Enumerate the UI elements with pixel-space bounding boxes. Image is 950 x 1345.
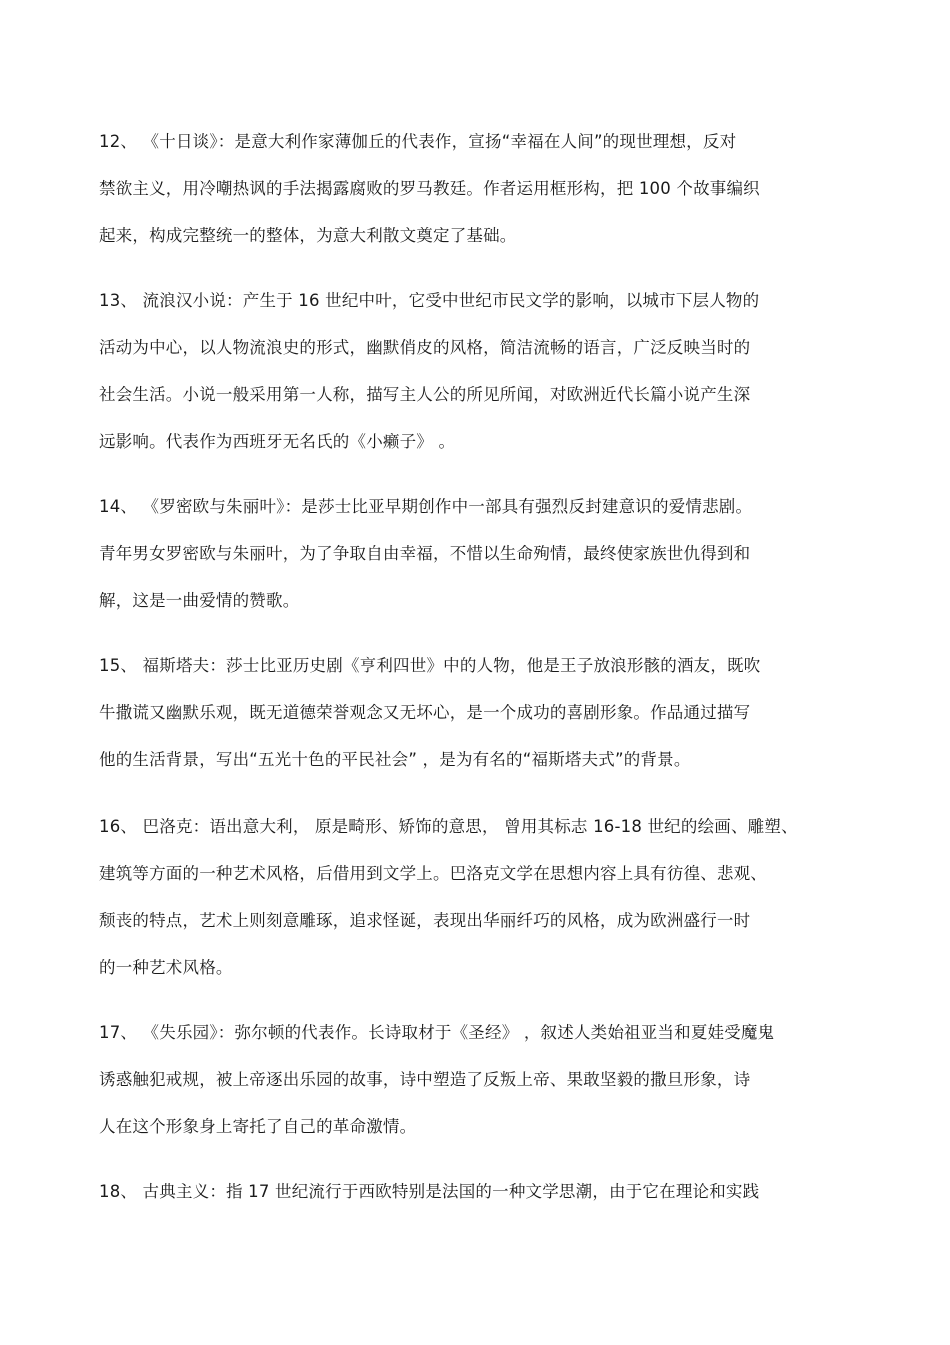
- paragraph-14-line-3: 解，这是一曲爱情的赞歌。: [99, 591, 300, 610]
- paragraph-15-line-3: 他的生活背景，写出“五光十色的平民社会” ，是为有名的“福斯塔夫式”的背景。: [99, 750, 691, 769]
- paragraph-12-line-3: 起来，构成完整统一的整体，为意大利散文奠定了基础。: [99, 226, 517, 245]
- paragraph-16-line-1: 16、 巴洛克：语出意大利， 原是畸形、矫饰的意思， 曾用其标志 16-18 世纪的绘画、雕塑、: [99, 817, 798, 836]
- paragraph-16-line-3: 颓丧的特点，艺术上则刻意雕琢，追求怪诞，表现出华丽纤巧的风格，成为欧洲盛行一时: [99, 911, 751, 930]
- paragraph-17-line-3: 人在这个形象身上寄托了自己的革命激情。: [99, 1117, 417, 1136]
- paragraph-16-line-2: 建筑等方面的一种艺术风格，后借用到文学上。巴洛克文学在思想内容上具有彷徨、悲观、: [99, 864, 767, 883]
- paragraph-15-line-1: 15、 福斯塔夫：莎士比亚历史剧《亨利四世》中的人物，他是王子放浪形骸的酒友，既吹: [99, 656, 761, 675]
- paragraph-14-line-2: 青年男女罗密欧与朱丽叶，为了争取自由幸福，不惜以生命殉情，最终使家族世仇得到和: [99, 544, 751, 563]
- paragraph-14-line-1: 14、 《罗密欧与朱丽叶》：是莎士比亚早期创作中一部具有强烈反封建意识的爱情悲剧。: [99, 497, 753, 516]
- paragraph-15-line-2: 牛撒谎又幽默乐观，既无道德荣誉观念又无坏心，是一个成功的喜剧形象。作品通过描写: [99, 703, 751, 722]
- paragraph-13-line-3: 社会生活。小说一般采用第一人称，描写主人公的所见所闻，对欧洲近代长篇小说产生深: [99, 385, 751, 404]
- paragraph-17-line-2: 诱惑触犯戒规，被上帝逐出乐园的故事，诗中塑造了反叛上帝、果敢坚毅的撒旦形象，诗: [99, 1070, 751, 1089]
- paragraph-18-line-1: 18、 古典主义：指 17 世纪流行于西欧特别是法国的一种文学思潮，由于它在理论和实践: [99, 1182, 760, 1201]
- paragraph-16-line-4: 的一种艺术风格。: [99, 958, 233, 977]
- paragraph-13-line-2: 活动为中心，以人物流浪史的形式，幽默俏皮的风格，简洁流畅的语言，广泛反映当时的: [99, 338, 751, 357]
- paragraph-12-line-2: 禁欲主义，用冷嘲热讽的手法揭露腐败的罗马教廷。作者运用框形构，把 100 个故事编织: [99, 179, 760, 198]
- paragraph-13-line-1: 13、 流浪汉小说：产生于 16 世纪中叶，它受中世纪市民文学的影响，以城市下层人物的: [99, 291, 760, 310]
- paragraph-12-line-1: 12、 《十日谈》：是意大利作家薄伽丘的代表作，宣扬“幸福在人间”的现世理想，反对: [99, 132, 737, 151]
- paragraph-17-line-1: 17、 《失乐园》：弥尔顿的代表作。长诗取材于《圣经》 ，叙述人类始祖亚当和夏娃受魔鬼: [99, 1023, 775, 1042]
- paragraph-13-line-4: 远影响。代表作为西班牙无名氏的《小癞子》 。: [99, 432, 456, 451]
